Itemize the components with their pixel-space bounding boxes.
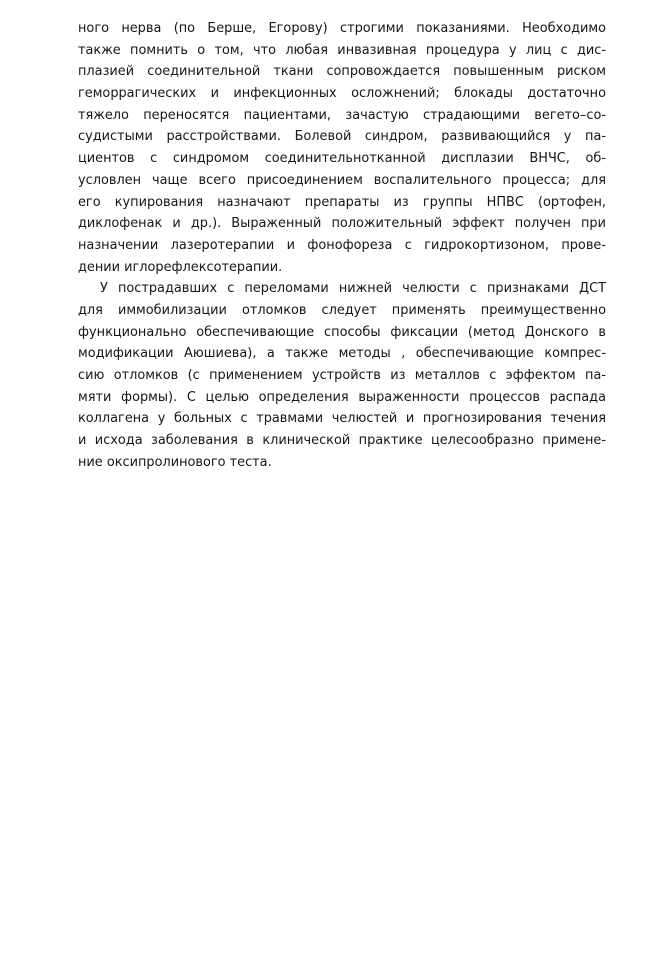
text-line: ние оксипролинового теста. xyxy=(78,454,272,470)
text-line: У пострадавших с переломами нижней челюсти с признаками ДСТ xyxy=(100,281,606,297)
paragraph-1 xyxy=(78,18,606,278)
text-line: диклофенак и др.). Выраженный положительный эффект получен при xyxy=(78,216,606,232)
document-page xyxy=(78,18,606,473)
text-line: циентов с синдромом соединительнотканной дисплазии ВНЧС, об- xyxy=(78,151,606,167)
text-line: сию отломков (с применением устройств из металлов с эффектом па- xyxy=(78,368,606,383)
text-line: тяжело переносятся пациентами, зачастую страдающими вегето–со- xyxy=(78,107,606,123)
text-line: также помнить о том, что любая инвазивная процедура у лиц с дис- xyxy=(78,42,606,58)
text-line: ного нерва (по Берше, Егорову) строгими показаниями. Необходимо xyxy=(78,21,606,36)
text-line: плазией соединительной ткани сопровождается повышенным риском xyxy=(78,64,606,80)
text-line: модификации Аюшиева), а также методы , обеспечивающие компрес- xyxy=(78,346,606,362)
text-line: геморрагических и инфекционных осложнений; блокады достаточно xyxy=(78,86,606,102)
text-line: мяти формы). С целью определения выраженности процессов распада xyxy=(78,389,606,405)
text-line: коллагена у больных с травмами челюстей и прогнозирования течения xyxy=(78,411,606,427)
text-line: дении иглорефлексотерапии. xyxy=(78,259,283,275)
text-line: назначении лазеротерапии и фонофореза с гидрокортизоном, прове- xyxy=(78,237,606,253)
text-line: для иммобилизации отломков следует применять преимущественно xyxy=(78,302,606,318)
text-line: условлен чаще всего присоединением воспалительного процесса; для xyxy=(78,172,606,188)
paragraph-2 xyxy=(78,278,606,473)
text-line: его купирования назначают препараты из группы НПВС (ортофен, xyxy=(78,194,606,210)
text-line: функционально обеспечивающие способы фиксации (метод Донского в xyxy=(78,324,606,340)
text-line: и исхода заболевания в клинической практике целесообразно примене- xyxy=(78,433,606,449)
text-line: судистыми расстройствами. Болевой синдром, развивающийся у па- xyxy=(78,129,606,145)
